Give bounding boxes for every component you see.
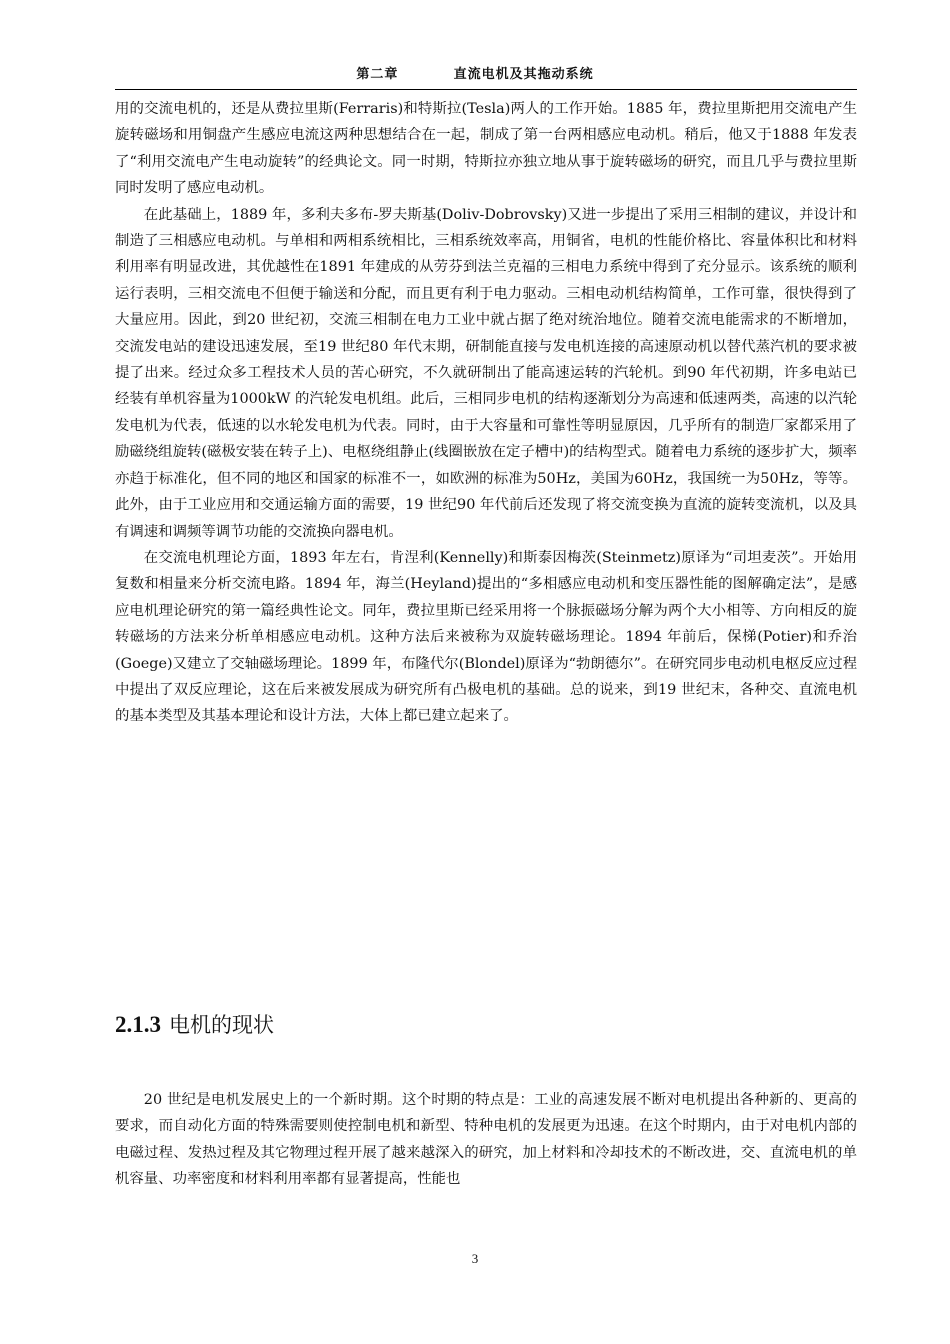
section-title: 电机的现状	[169, 1013, 274, 1037]
body-text-bottom	[115, 1087, 857, 1193]
paragraph: 20 世纪是电机发展史上的一个新时期。这个时期的特点是：工业的高速发展不断对电机提出各种新的、更高的要求，而自动化方面的特殊需要则使控制电机和新型、特种电机的发展更为迅速。在这个时期内，由于对电机内部的电磁过程、发热过程及其它物理过程开展了越来越深入的研究，加上材料和冷却技术的不断改进，交、直流电机的单机容量、功率密度和材料利用率都有显著提高，性能也	[115, 1092, 857, 1188]
paragraph: 在交流电机理论方面，1893 年左右，肯涅利(Kennelly)和斯泰因梅茨(Steinmetz)原译为“司坦麦茨”。开始用复数和相量来分析交流电路。1894 年，海兰(Heyland)提出的“多相感应电动机和变压器性能的图解确定法”，是感应电机理论研究的第一篇经典性论文。同年，费拉里斯已经采用将一个脉振磁场分解为两个大小相等、方向相反的旋转磁场的方法来分析单相感应电动机。这种方法后来被称为双旋转磁场理论。1894 年前后，保梯(Potier)和乔治(Goege)又建立了交轴磁场理论。1899 年，布隆代尔(Blondel)原译为“勃朗德尔”。在研究同步电动机电枢反应过程中提出了双反应理论，这在后来被发展成为研究所有凸极电机的基础。总的说来，到19 世纪末，各种交、直流电机的基本类型及其基本理论和设计方法，大体上都已建立起来了。	[115, 549, 857, 725]
section-number: 2.1.3	[115, 1012, 161, 1037]
header-rule	[115, 89, 857, 90]
page-number: 3	[471, 1251, 479, 1266]
section-heading	[115, 1010, 274, 1040]
running-header: 第二章 直流电机及其拖动系统	[356, 67, 594, 82]
body-text-top	[115, 96, 857, 730]
paragraph: 在此基础上，1889 年，多利夫多布-罗夫斯基(Doliv-Dobrovsky)又进一步提出了采用三相制的建议，并设计和制造了三相感应电动机。与单相和两相系统相比，三相系统效率高，用铜省，电机的性能价格比、容量体积比和材料利用率有明显改进，其优越性在1891 年建成的从劳芬到法兰克福的三相电力系统中得到了充分显示。该系统的顺利运行表明，三相交流电不但便于输送和分配，而且更有利于电力驱动。三相电动机结构简单，工作可靠，很快得到了大量应用。因此，到20 世纪初，交流三相制在电力工业中就占据了绝对统治地位。随着交流电能需求的不断增加，交流发电站的建设迅速发展，至19 世纪80 年代末期，研制能直接与发电机连接的高速原动机以替代蒸汽机的要求被提了出来。经过众多工程技术人员的苦心研究，不久就研制出了能高速运转的汽轮机。到90 年代初期，许多电站已经装有单机容量为1000kW 的汽轮发电机组。此后，三相同步电机的结构逐渐划分为高速和低速两类，高速的以汽轮发电机为代表，低速的以水轮发电机为代表。同时，由于大容量和可靠性等明显原因，几乎所有的制造厂家都采用了励磁绕组旋转(磁极安装在转子上)、电枢绕组静止(线圈嵌放在定子槽中)的结构型式。随着电力系统的逐步扩大，频率亦趋于标准化，但不同的地区和国家的标准不一，如欧洲的标准为50Hz，美国为60Hz，我国统一为50Hz，等等。此外，由于工业应用和交通运输方面的需要，19 世纪90 年代前后还发现了将交流变换为直流的旋转变流机，以及具有调速和调频等调节功能的交流换向器电机。	[115, 206, 857, 540]
paragraph: 用的交流电机的，还是从费拉里斯(Ferraris)和特斯拉(Tesla)两人的工作开始。1885 年，费拉里斯把用交流电产生旋转磁场和用铜盘产生感应电流这两种思想结合在一起，制成了第一台两相感应电动机。稍后，他又于1888 年发表了“利用交流电产生电动旋转”的经典论文。同一时期，特斯拉亦独立地从事于旋转磁场的研究，而且几乎与费拉里斯同时发明了感应电动机。	[115, 101, 857, 197]
